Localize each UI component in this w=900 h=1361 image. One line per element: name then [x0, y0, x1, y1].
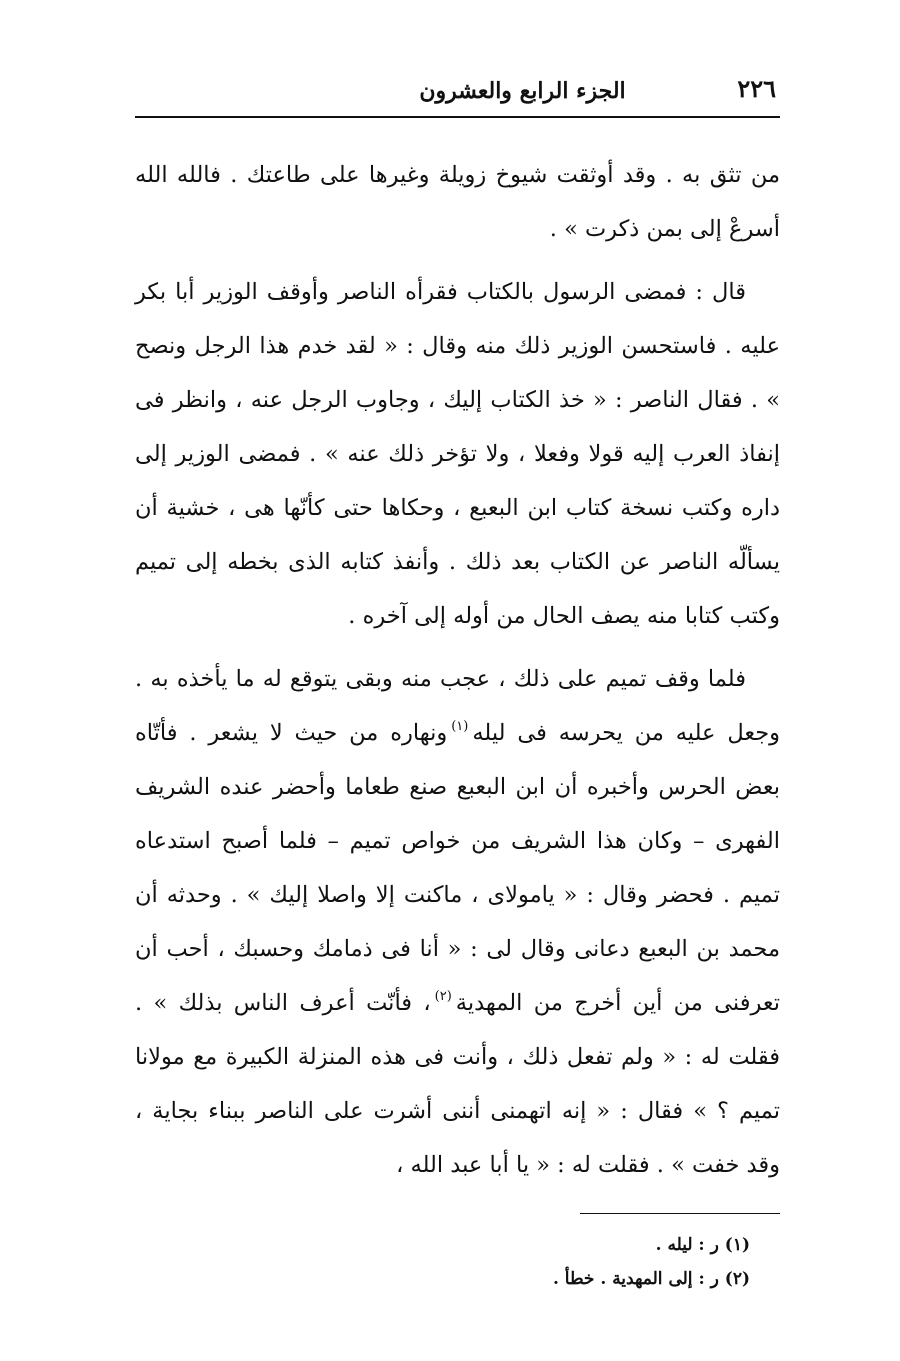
footnote-rule	[580, 1213, 780, 1214]
paragraph-3-part-3: ، فأنّت أعرف الناس بذلك » . فقلت له : « ولم تفعل ذلك ، وأنت فى هذه المنزلة الكبيرة مع مولانا تميم ؟ » فقال : « إنه اتهمنى أننى أشرت على الناصر ببناء بجاية ، وقد خفت » . فقلت له : « يا أبا عبد الله ،	[135, 990, 780, 1178]
page-header	[135, 68, 780, 112]
footnotes	[350, 1228, 750, 1296]
paragraph-3	[135, 652, 780, 1192]
paragraph-3-part-2: ونهاره من حيث لا يشعر . فأتّاه بعض الحرس وأخبره أن ابن البعبع صنع طعاما وأحضر عنده الشريف الفهرى – وكان هذا الشريف من خواص تميم – فلما أصبح استدعاه تميم . فحضر وقال : « يامولاى ، ماكنت إلا واصلا إليك » . وحدثه أن محمد بن البعبع دعانى وقال لى : « أنا فى ذمامك وحسبك ، أحب أن تعرفنى من أين أخرج من المهدية	[135, 720, 780, 1016]
footnote-2: (٢) ر : إلى المهدية . خطأ .	[552, 1269, 750, 1289]
page-number: ٢٢٦	[737, 74, 776, 103]
footnote-marker-2[interactable]: (٢)	[434, 989, 452, 1004]
paragraph-3-part-1: فلما وقف تميم على ذلك ، عجب منه وبقى يتوقع له ما يأخذه به . وجعل عليه من يحرسه فى ليله	[135, 666, 780, 746]
footnote-1: (١) ر : ليله .	[655, 1235, 750, 1255]
main-text	[135, 148, 780, 1192]
paragraph-2: قال : فمضى الرسول بالكتاب فقرأه الناصر وأوقف الوزير أبا بكر عليه . فاستحسن الوزير ذلك منه وقال : « لقد خدم هذا الرجل ونصح » . فقال الناصر : « خذ الكتاب إليك ، وجاوب الرجل عنه ، وانظر فى إنفاذ العرب إليه قولا وفعلا ، ولا تؤخر ذلك عنه » . فمضى الوزير إلى داره وكتب نسخة كتاب ابن البعبع ، وحكاها حتى كأنّها هى ، خشية أن يسألّه الناصر عن الكتاب بعد ذلك . وأنفذ كتابه الذى بخطه إلى تميم وكتب كتابا منه يصف الحال من أوله إلى آخره .	[135, 279, 780, 629]
running-title: الجزء الرابع والعشرون	[419, 78, 626, 104]
footnote-marker-1[interactable]: (١)	[451, 719, 469, 734]
header-rule	[135, 116, 780, 118]
paragraph-1: من تثق به . وقد أوثقت شيوخ زويلة وغيرها على طاعتك . فالله الله أسرعْ إلى بمن ذكرت » .	[135, 162, 780, 242]
